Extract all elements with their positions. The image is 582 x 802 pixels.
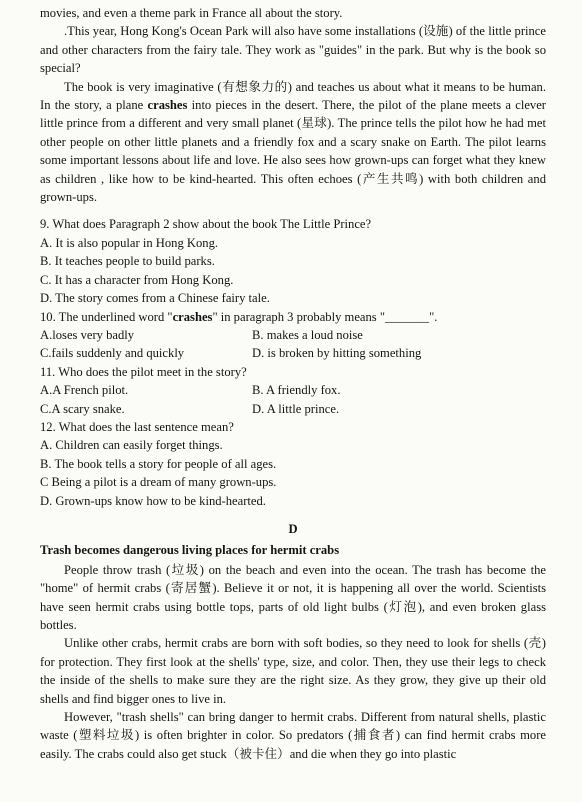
passage-c-paragraph-3 [40,78,546,207]
section-d-paragraph-2: Unlike other crabs, hermit crabs are born with soft bodies, so they need to look for shells (壳) for protection. They first look at the shells' type, size, and color. Then, they use their legs to check the inside of the shells to make sure they are the right size. As they grow, they give up their old shells and find bigger ones to live in. [40,636,546,706]
question-10-option-a: A.loses very badly [40,327,135,342]
question-12-option-c: C Being a pilot is a dream of many grown-ups. [40,475,277,490]
question-10-options-row-2 [40,344,546,362]
section-d-title: Trash becomes dangerous living places for hermit crabs [40,543,340,558]
question-11-options-row-2 [40,400,546,418]
section-d-label: D [288,521,298,536]
question-11-options-row-1 [40,381,546,399]
question-11-option-a: A.A French pilot. [40,383,129,398]
question-11-option-b: B. A friendly fox. [252,383,341,398]
question-12 [40,418,546,510]
question-12-option-d: D. Grown-ups know how to be kind-hearted. [40,493,266,508]
question-10-stem [40,308,546,326]
question-11-option-d: D. A little prince. [252,401,340,416]
question-9-option-d: D. The story comes from a Chinese fairy tale. [40,291,270,306]
paragraph-3-text-start: The book is very imaginative (有想象力的) and teaches us about what it means to be human. In the story, a plane [40,79,546,113]
question-10-options-row-1 [40,326,546,344]
question-9 [40,215,546,307]
question-10-stem-end: " in paragraph 3 probably means "_______". [212,309,438,324]
question-10-option-d: D. is broken by hitting something [252,346,422,361]
question-12-stem: 12. What does the last sentence mean? [40,419,234,434]
question-11 [40,363,546,418]
question-10-option-b: B. makes a loud noise [252,327,363,342]
passage-c-paragraph-1: movies, and even a theme park in France all about the story. [40,6,343,20]
question-10 [40,308,546,363]
section-d-paragraph-1: People throw trash (垃圾) on the beach and even into the ocean. The trash has become the "home" of hermit crabs (寄居蟹). Believe it or not, it is happening all over the world. Scientists have seen hermit crabs using bottle tops, parts of old light bulbs (灯泡), and even broken glass bottles. [40,562,546,632]
question-12-option-b: B. The book tells a story for people of all ages. [40,456,277,471]
question-11-option-c: C.A scary snake. [40,401,125,416]
keyword-crashes: crashes [147,98,188,113]
paragraph-3-text-end: into pieces in the desert. There, the pilot of the plane meets a clever little prince from a different and very small planet (星球). The prince tells the pilot how he had met other people on other little planets and a friendly fox and a scary snake on Earth. The pilot learns some important lessons about life and love. He also sees how grown-ups can forget what they knew as children , like how to be kind-hearted. This often echoes (产生共鸣) with both children and grown-ups. [40,98,546,205]
question-10-option-c: C.fails suddenly and quickly [40,346,185,361]
question-9-option-a: A. It is also popular in Hong Kong. [40,235,219,250]
passage-c-paragraph-2: .This year, Hong Kong's Ocean Park will also have some installations (设施) of the little prince and other characters from the fairy tale. They work as "guides" in the park. But why is the book so special? [40,24,546,76]
question-10-stem-start: 10. The underlined word " [40,309,173,324]
question-11-stem: 11. Who does the pilot meet in the story? [40,364,247,379]
question-9-option-c: C. It has a character from Hong Kong. [40,272,234,287]
section-d-paragraph-3: However, "trash shells" can bring danger to hermit crabs. Different from natural shells, plastic waste (塑料垃圾) is often brighter in color. So predators (捕食者) can find hermit crabs more easily. The crabs could also get stuck（被卡住）and die when they go into plastic [40,710,546,761]
question-12-option-a: A. Children can easily forget things. [40,438,223,453]
question-9-stem: 9. What does Paragraph 2 show about the book The Little Prince? [40,217,372,232]
question-9-option-b: B. It teaches people to build parks. [40,254,215,269]
question-10-keyword: crashes [172,309,213,324]
